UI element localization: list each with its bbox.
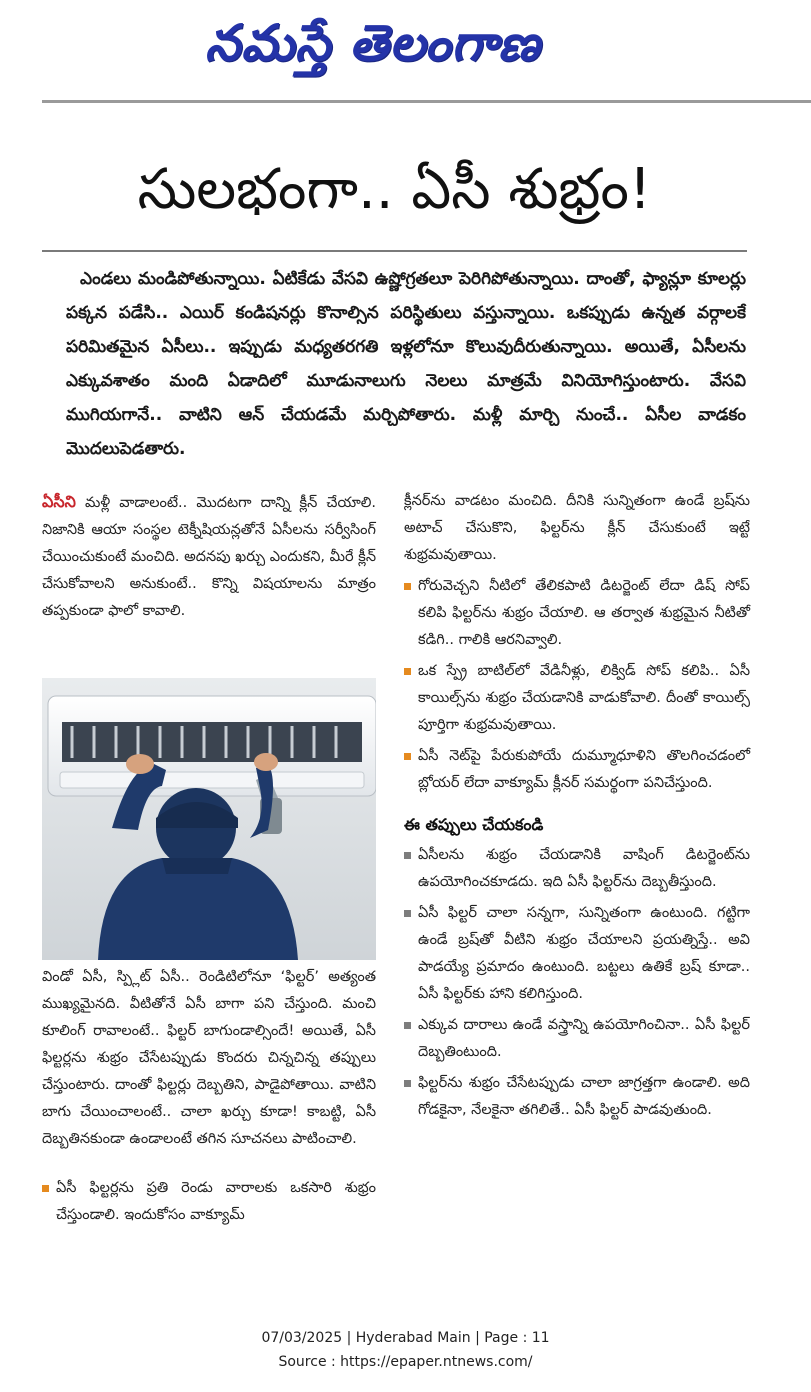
intro-paragraph: ఎండలు మండిపోతున్నాయి. ఏటికేడు వేసవి ఉష్ణోగ్రతలూ పెరిగిపోతున్నాయి. దాంతో, ఫ్యాన్లూ కూలర్లు పక్కన పడేసి.. ఎయిర్ కండిషనర్లు కొనాల్సిన పరిస్థితులు వస్తున్నాయి. ఒకప్పుడు ఉన్నత వర్గాలకే పరిమితమైన ఏసీలు.. ఇప్పుడు మధ్యతరగతి ఇళ్లలోనూ కొలువుదీరుతున్నాయి. అయితే, ఏసీలను ఎక్కువశాతం మంది ఏడాదిలో మూడునాలుగు నెలలు మాత్రమే వినియోగిస్తుంటారు. వేసవి ముగియగానే.. వాటిని ఆన్ చేయడమే మర్చిపోతారు. మళ్లీ మార్చి నుంచే.. ఏసీల వాడకం మొదలుపెడతారు.: [66, 269, 746, 459]
tip-bullet-2-text: గోరువెచ్చని నీటిలో తేలికపాటి డిటర్జెంట్ లేదా డిష్ సోప్ కలిపి ఫిల్టర్‌ను శుభ్రం చేయాలి. ఆ తర్వాత శుభ్రమైన నీటితో కడిగి.. గాలికి ఆరనివ్వాలి.: [418, 578, 750, 648]
edition-info: 07/03/2025 | Hyderabad Main | Page : 11: [261, 1330, 550, 1346]
lead-word: ఏసీని: [42, 492, 76, 511]
technician-ac-photo: [42, 678, 376, 960]
headline-divider: [42, 250, 747, 252]
dont-bullet-3: [404, 1012, 750, 1066]
dont-bullet-3-text: ఎక్కువ దారాలు ఉండే వస్త్రాన్ని ఉపయోగించినా.. ఏసీ ఫిల్టర్ దెబ్బతింటుంది.: [418, 1017, 750, 1060]
bullet-marker: [404, 910, 411, 917]
dont-bullet-1: [404, 842, 750, 896]
bullet-marker: [404, 1022, 411, 1029]
tip-bullet-3: [404, 658, 750, 739]
bullet-marker: [404, 852, 411, 859]
article-headline: సులభంగా.. ఏసీ శుభ్రం!: [137, 157, 652, 222]
bullet-marker: [404, 583, 411, 590]
dont-bullet-2-text: ఏసీ ఫిల్టర్ చాలా సన్నగా, సున్నితంగా ఉంటుంది. గట్టిగా ఉండే బ్రష్‌తో వీటిని శుభ్రం చేయాలని ప్రయత్నిస్తే.. అవి పాడయ్యే ప్రమాదం ఉంటుంది. బట్టలు ఉతికే బ్రష్ కూడా.. ఏసీ ఫిల్టర్‌కు హాని కలిగిస్తుంది.: [418, 905, 750, 1002]
bullet-marker: [404, 668, 411, 675]
left-para-1: [42, 488, 376, 625]
right-continuation: క్లీనర్‌ను వాడటం మంచిది. దీనికి సున్నితంగా ఉండే బ్రష్‌ను అటాచ్ చేసుకొని, ఫిల్టర్‌ను క్లీన్ చేసుకుంటే ఇట్టే శుభ్రమవుతాయి.: [404, 493, 750, 563]
tip-bullet-4-text: ఏసీ నెట్‌పై పేరుకుపోయే దుమ్మూధూళిని తొలగించడంలో బ్లోయర్ లేదా వాక్యూమ్ క్లీనర్ సమర్థంగా పనిచేస్తుంది.: [418, 748, 750, 791]
left-column-bottom: [42, 964, 376, 1229]
newspaper-logo: నమస్తే తెలంగాణ: [205, 13, 541, 72]
dont-bullet-4: [404, 1070, 750, 1124]
left-para-2: విండో ఏసీ, స్ప్లిట్ ఏసీ.. రెండిటిలోనూ ‘ఫిల్టర్’ అత్యంత ముఖ్యమైనది. వీటితోనే ఏసీ బాగా పని చేస్తుంది. మంచి కూలింగ్ రావాలంటే.. ఫిల్టర్ బాగుండాల్సిందే! అయితే, ఏసీ ఫిల్టర్లను శుభ్రం చేసేటప్పుడు కొందరు చిన్నచిన్న తప్పులు చేస్తుంటారు. దాంతో ఫిల్టర్లు దెబ్బతిని, పాడైపోతాయి. వాటిని బాగు చేయించాలంటే.. చాలా ఖర్చు కూడా! కాబట్టి, ఏసీ దెబ్బతినకుండా ఉండాలంటే తగిన సూచనలు పాటించాలి.: [42, 969, 376, 1147]
tip-bullet-3-text: ఒక స్ప్రే బాటిల్‌లో వేడినీళ్లు, లిక్విడ్ సోప్ కలిపి.. ఏసీ కాయిల్స్‌ను శుభ్రం చేయడానికి వాడుకోవాలి. దీంతో కాయిల్స్ పూర్తిగా శుభ్రమవుతాయి.: [418, 663, 750, 733]
page-footer: [0, 1326, 811, 1374]
source-link[interactable]: Source : https://epaper.ntnews.com/: [278, 1354, 533, 1370]
tip-bullet-1-text: ఏసీ ఫిల్టర్లను ప్రతి రెండు వారాలకు ఒకసారి శుభ్రం చేస్తుండాలి. ఇందుకోసం వాక్యూమ్: [56, 1180, 376, 1223]
technician-ac-illustration: [42, 678, 376, 960]
bullet-marker: [404, 753, 411, 760]
tip-bullet-1: [42, 1175, 376, 1229]
right-column: [404, 488, 750, 1124]
dont-bullet-4-text: ఫిల్టర్‌ను శుభ్రం చేసేటప్పుడు చాలా జాగ్రత్తగా ఉండాలి. అది గోడకైనా, నేలకైనా తగిలితే.. ఏసీ ఫిల్టర్ పాడవుతుంది.: [418, 1075, 750, 1118]
bullet-marker: [404, 1080, 411, 1087]
masthead: [0, 0, 811, 104]
donts-subheading: ఈ తప్పులు చేయకండి: [404, 815, 544, 834]
dont-bullet-1-text: ఏసీలను శుభ్రం చేయడానికి వాషింగ్ డిటర్జెంట్‌ను ఉపయోగించకూడదు. ఇది ఏసీ ఫిల్టర్‌ను దెబ్బతీస్తుంది.: [418, 847, 750, 890]
tip-bullet-4: [404, 743, 750, 797]
left-para-1-text: మళ్లీ వాడాలంటే.. మొదటగా దాన్ని క్లీన్ చేయాలి. నిజానికి ఆయా సంస్థల టెక్నీషియన్లతోనే ఏసీలను సర్వీసింగ్ చేయించుకుంటే మంచిది. అదనపు ఖర్చు ఎందుకని, మీరే క్లీన్ చేసుకోవాలని అనుకుంటే.. కొన్ని విషయాలను మాత్రం తప్పకుండా ఫాలో కావాలి.: [42, 495, 376, 619]
tip-bullet-2: [404, 573, 750, 654]
left-column-top: [42, 488, 376, 625]
bullet-marker: [42, 1185, 49, 1192]
dont-bullet-2: [404, 900, 750, 1008]
article-intro: [66, 262, 746, 466]
masthead-divider: [42, 100, 811, 103]
